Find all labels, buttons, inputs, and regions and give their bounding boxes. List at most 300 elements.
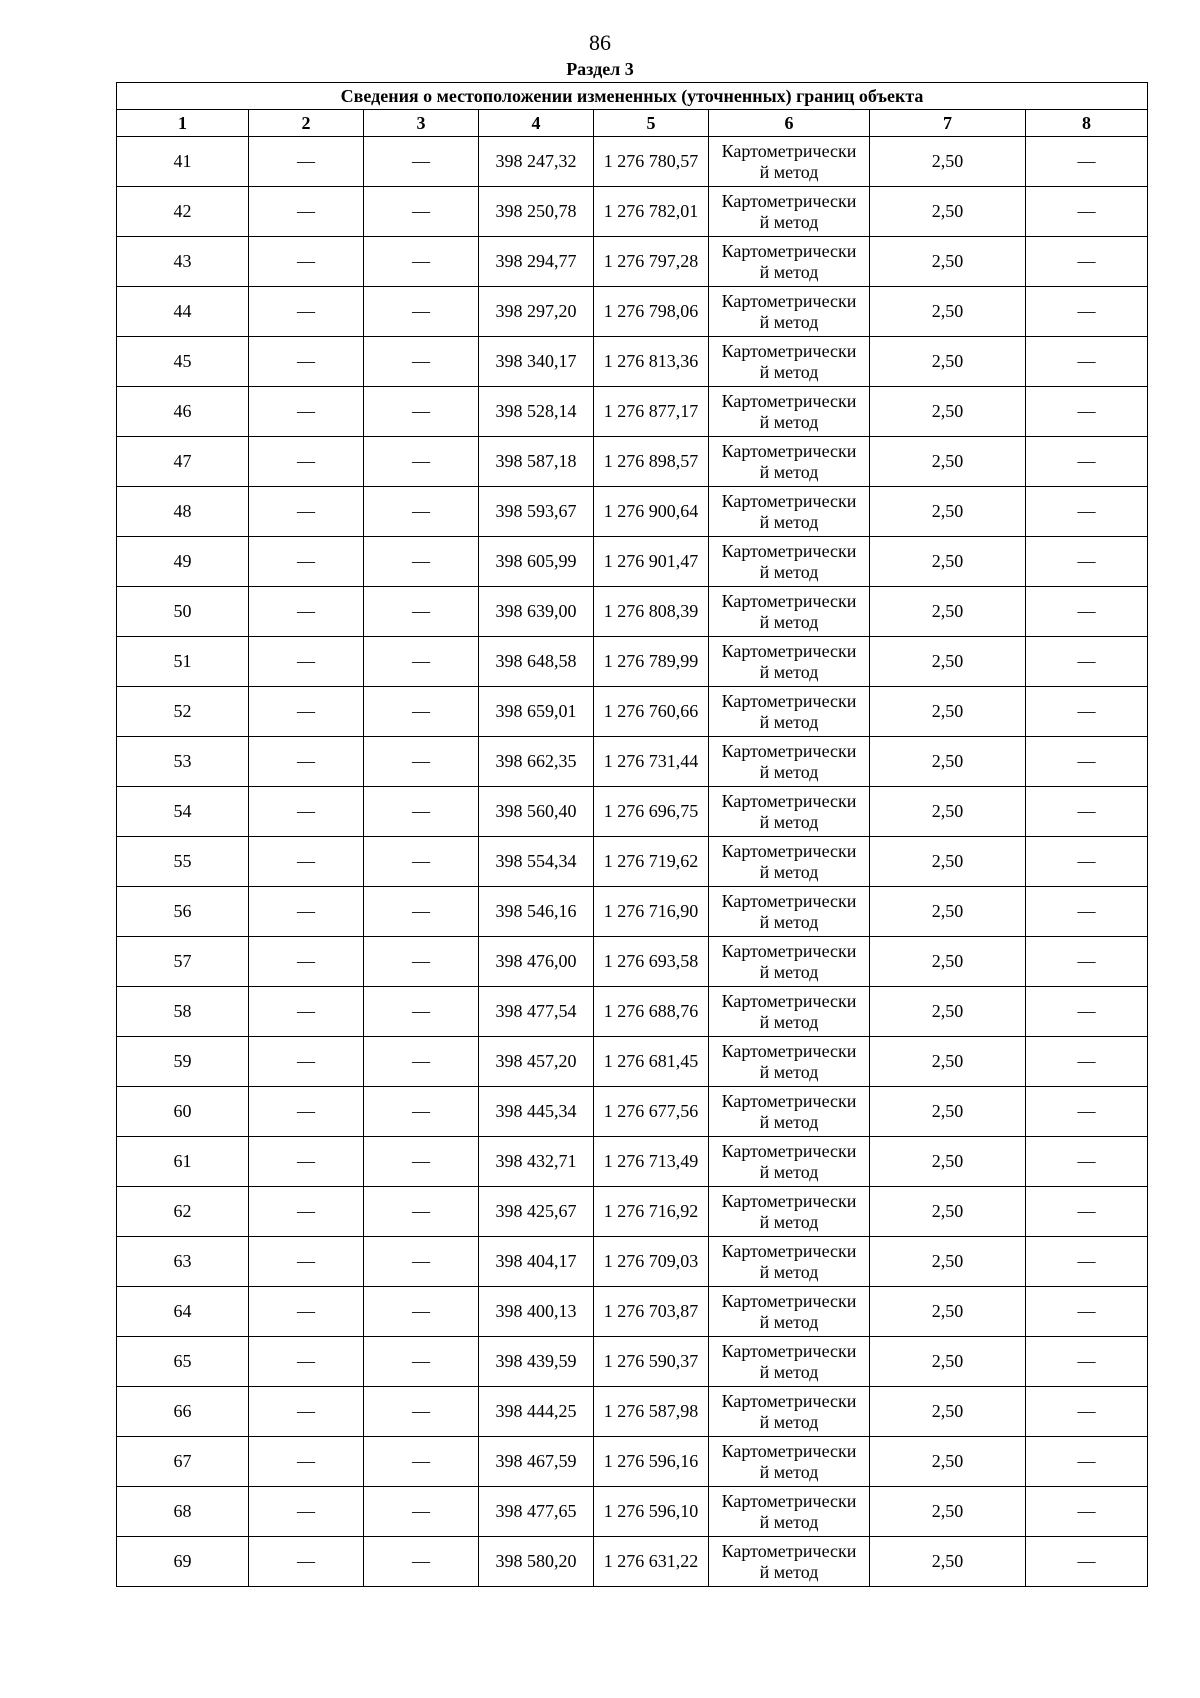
method-text-line2: й метод xyxy=(759,1261,819,1282)
table-row xyxy=(117,737,1148,787)
dash-cell: — xyxy=(1026,1487,1148,1537)
y-coordinate-cell: 1 276 677,56 xyxy=(594,1087,709,1137)
dash-cell: — xyxy=(249,487,364,537)
method-text-line2: й метод xyxy=(759,1561,819,1582)
method-text-line1: Картометрически xyxy=(721,1190,857,1211)
method-cell xyxy=(709,1437,870,1487)
dash-cell: — xyxy=(249,187,364,237)
dash-cell: — xyxy=(249,787,364,837)
table-row xyxy=(117,587,1148,637)
method-text-line2: й метод xyxy=(759,411,819,432)
dash-cell: — xyxy=(364,987,479,1037)
point-number-cell: 52 xyxy=(117,687,249,737)
dash-cell: — xyxy=(249,1237,364,1287)
dash-cell: — xyxy=(1026,437,1148,487)
table-row xyxy=(117,237,1148,287)
table-row xyxy=(117,1237,1148,1287)
method-text-line2: й метод xyxy=(759,361,819,382)
point-number-cell: 56 xyxy=(117,887,249,937)
x-coordinate-cell: 398 425,67 xyxy=(479,1187,594,1237)
x-coordinate-cell: 398 554,34 xyxy=(479,837,594,887)
method-cell xyxy=(709,937,870,987)
y-coordinate-cell: 1 276 693,58 xyxy=(594,937,709,987)
y-coordinate-cell: 1 276 696,75 xyxy=(594,787,709,837)
method-text-line2: й метод xyxy=(759,1311,819,1332)
table-row xyxy=(117,1037,1148,1087)
table-caption: Сведения о местоположении измененных (уточненных) границ объекта xyxy=(117,83,1148,110)
dash-cell: — xyxy=(249,137,364,187)
accuracy-cell: 2,50 xyxy=(870,987,1026,1037)
point-number-cell: 65 xyxy=(117,1337,249,1387)
dash-cell: — xyxy=(364,1437,479,1487)
dash-cell: — xyxy=(249,637,364,687)
dash-cell: — xyxy=(1026,1387,1148,1437)
method-text-line1: Картометрически xyxy=(721,290,857,311)
point-number-cell: 67 xyxy=(117,1437,249,1487)
method-text-line1: Картометрически xyxy=(721,390,857,411)
accuracy-cell: 2,50 xyxy=(870,837,1026,887)
method-text-line2: й метод xyxy=(759,1361,819,1382)
x-coordinate-cell: 398 648,58 xyxy=(479,637,594,687)
dash-cell: — xyxy=(1026,1287,1148,1337)
x-coordinate-cell: 398 477,54 xyxy=(479,987,594,1037)
page-number: 86 xyxy=(589,30,611,55)
dash-cell: — xyxy=(1026,1337,1148,1387)
accuracy-cell: 2,50 xyxy=(870,937,1026,987)
dash-cell: — xyxy=(1026,1237,1148,1287)
y-coordinate-cell: 1 276 587,98 xyxy=(594,1387,709,1437)
point-number-cell: 45 xyxy=(117,337,249,387)
dash-cell: — xyxy=(1026,687,1148,737)
accuracy-cell: 2,50 xyxy=(870,1537,1026,1587)
method-text-line1: Картометрически xyxy=(721,690,857,711)
dash-cell: — xyxy=(249,1537,364,1587)
method-text-line1: Картометрически xyxy=(721,1440,857,1461)
column-header: 5 xyxy=(594,110,709,137)
dash-cell: — xyxy=(364,1037,479,1087)
y-coordinate-cell: 1 276 780,57 xyxy=(594,137,709,187)
method-text-line2: й метод xyxy=(759,761,819,782)
dash-cell: — xyxy=(249,837,364,887)
method-text-line2: й метод xyxy=(759,1461,819,1482)
method-cell xyxy=(709,137,870,187)
section-title: Раздел 3 xyxy=(566,59,634,79)
point-number-cell: 59 xyxy=(117,1037,249,1087)
point-number-cell: 62 xyxy=(117,1187,249,1237)
dash-cell: — xyxy=(364,737,479,787)
y-coordinate-cell: 1 276 789,99 xyxy=(594,637,709,687)
table-row xyxy=(117,1187,1148,1237)
dash-cell: — xyxy=(1026,137,1148,187)
dash-cell: — xyxy=(249,437,364,487)
dash-cell: — xyxy=(249,537,364,587)
dash-cell: — xyxy=(364,487,479,537)
accuracy-cell: 2,50 xyxy=(870,487,1026,537)
method-cell xyxy=(709,1287,870,1337)
table-row xyxy=(117,187,1148,237)
table-row xyxy=(117,987,1148,1037)
dash-cell: — xyxy=(249,337,364,387)
accuracy-cell: 2,50 xyxy=(870,237,1026,287)
point-number-cell: 54 xyxy=(117,787,249,837)
x-coordinate-cell: 398 439,59 xyxy=(479,1337,594,1387)
dash-cell: — xyxy=(364,1137,479,1187)
dash-cell: — xyxy=(364,1087,479,1137)
dash-cell: — xyxy=(364,537,479,587)
method-cell xyxy=(709,587,870,637)
method-cell xyxy=(709,837,870,887)
dash-cell: — xyxy=(364,187,479,237)
method-text-line2: й метод xyxy=(759,211,819,232)
point-number-cell: 66 xyxy=(117,1387,249,1437)
dash-cell: — xyxy=(1026,387,1148,437)
method-cell xyxy=(709,1137,870,1187)
method-text-line1: Картометрически xyxy=(721,1240,857,1261)
dash-cell: — xyxy=(249,1187,364,1237)
method-text-line2: й метод xyxy=(759,461,819,482)
method-text-line1: Картометрически xyxy=(721,590,857,611)
dash-cell: — xyxy=(364,687,479,737)
method-text-line2: й метод xyxy=(759,1011,819,1032)
method-text-line1: Картометрически xyxy=(721,440,857,461)
method-text-line1: Картометрически xyxy=(721,1540,857,1561)
method-text-line2: й метод xyxy=(759,561,819,582)
y-coordinate-cell: 1 276 596,10 xyxy=(594,1487,709,1537)
dash-cell: — xyxy=(364,437,479,487)
dash-cell: — xyxy=(249,937,364,987)
y-coordinate-cell: 1 276 719,62 xyxy=(594,837,709,887)
y-coordinate-cell: 1 276 782,01 xyxy=(594,187,709,237)
method-text-line1: Картометрически xyxy=(721,240,857,261)
table-row xyxy=(117,887,1148,937)
y-coordinate-cell: 1 276 901,47 xyxy=(594,537,709,587)
accuracy-cell: 2,50 xyxy=(870,187,1026,237)
dash-cell: — xyxy=(364,237,479,287)
method-text-line1: Картометрически xyxy=(721,490,857,511)
accuracy-cell: 2,50 xyxy=(870,687,1026,737)
y-coordinate-cell: 1 276 709,03 xyxy=(594,1237,709,1287)
x-coordinate-cell: 398 404,17 xyxy=(479,1237,594,1287)
accuracy-cell: 2,50 xyxy=(870,1087,1026,1137)
method-cell xyxy=(709,387,870,437)
y-coordinate-cell: 1 276 808,39 xyxy=(594,587,709,637)
y-coordinate-cell: 1 276 688,76 xyxy=(594,987,709,1037)
dash-cell: — xyxy=(364,887,479,937)
x-coordinate-cell: 398 445,34 xyxy=(479,1087,594,1137)
dash-cell: — xyxy=(249,1287,364,1337)
boundary-coordinates-table xyxy=(116,82,1148,1587)
table-row xyxy=(117,687,1148,737)
dash-cell: — xyxy=(249,687,364,737)
x-coordinate-cell: 398 662,35 xyxy=(479,737,594,787)
point-number-cell: 61 xyxy=(117,1137,249,1187)
dash-cell: — xyxy=(1026,287,1148,337)
dash-cell: — xyxy=(364,587,479,637)
point-number-cell: 60 xyxy=(117,1087,249,1137)
table-row xyxy=(117,637,1148,687)
dash-cell: — xyxy=(249,237,364,287)
point-number-cell: 57 xyxy=(117,937,249,987)
method-text-line2: й метод xyxy=(759,1061,819,1082)
dash-cell: — xyxy=(249,1337,364,1387)
y-coordinate-cell: 1 276 681,45 xyxy=(594,1037,709,1087)
x-coordinate-cell: 398 546,16 xyxy=(479,887,594,937)
method-text-line2: й метод xyxy=(759,261,819,282)
dash-cell: — xyxy=(364,787,479,837)
point-number-cell: 46 xyxy=(117,387,249,437)
x-coordinate-cell: 398 580,20 xyxy=(479,1537,594,1587)
x-coordinate-cell: 398 528,14 xyxy=(479,387,594,437)
point-number-cell: 68 xyxy=(117,1487,249,1537)
table-row xyxy=(117,1337,1148,1387)
method-text-line2: й метод xyxy=(759,1411,819,1432)
column-header: 8 xyxy=(1026,110,1148,137)
y-coordinate-cell: 1 276 797,28 xyxy=(594,237,709,287)
method-cell xyxy=(709,1387,870,1437)
method-cell xyxy=(709,737,870,787)
dash-cell: — xyxy=(1026,937,1148,987)
dash-cell: — xyxy=(1026,1537,1148,1587)
table-row xyxy=(117,1487,1148,1537)
method-text-line2: й метод xyxy=(759,861,819,882)
column-header: 6 xyxy=(709,110,870,137)
table-header-row xyxy=(117,110,1148,137)
dash-cell: — xyxy=(249,587,364,637)
y-coordinate-cell: 1 276 760,66 xyxy=(594,687,709,737)
method-cell xyxy=(709,887,870,937)
method-text-line1: Картометрически xyxy=(721,340,857,361)
accuracy-cell: 2,50 xyxy=(870,587,1026,637)
dash-cell: — xyxy=(1026,1137,1148,1187)
accuracy-cell: 2,50 xyxy=(870,437,1026,487)
method-text-line1: Картометрически xyxy=(721,790,857,811)
accuracy-cell: 2,50 xyxy=(870,287,1026,337)
table-body xyxy=(117,137,1148,1587)
method-text-line2: й метод xyxy=(759,661,819,682)
point-number-cell: 63 xyxy=(117,1237,249,1287)
table-row xyxy=(117,1387,1148,1437)
accuracy-cell: 2,50 xyxy=(870,887,1026,937)
method-text-line2: й метод xyxy=(759,1111,819,1132)
x-coordinate-cell: 398 297,20 xyxy=(479,287,594,337)
dash-cell: — xyxy=(364,1537,479,1587)
table-row xyxy=(117,787,1148,837)
table-row xyxy=(117,487,1148,537)
method-text-line1: Картометрически xyxy=(721,1390,857,1411)
dash-cell: — xyxy=(1026,1037,1148,1087)
dash-cell: — xyxy=(249,1437,364,1487)
point-number-cell: 64 xyxy=(117,1287,249,1337)
method-text-line2: й метод xyxy=(759,1161,819,1182)
dash-cell: — xyxy=(1026,887,1148,937)
method-cell xyxy=(709,487,870,537)
point-number-cell: 50 xyxy=(117,587,249,637)
dash-cell: — xyxy=(364,1237,479,1287)
x-coordinate-cell: 398 605,99 xyxy=(479,537,594,587)
table-row xyxy=(117,1287,1148,1337)
x-coordinate-cell: 398 294,77 xyxy=(479,237,594,287)
x-coordinate-cell: 398 659,01 xyxy=(479,687,594,737)
method-cell xyxy=(709,537,870,587)
x-coordinate-cell: 398 467,59 xyxy=(479,1437,594,1487)
dash-cell: — xyxy=(1026,837,1148,887)
table-row xyxy=(117,287,1148,337)
dash-cell: — xyxy=(1026,987,1148,1037)
dash-cell: — xyxy=(249,1037,364,1087)
y-coordinate-cell: 1 276 731,44 xyxy=(594,737,709,787)
dash-cell: — xyxy=(249,987,364,1037)
dash-cell: — xyxy=(249,887,364,937)
y-coordinate-cell: 1 276 798,06 xyxy=(594,287,709,337)
method-text-line1: Картометрически xyxy=(721,890,857,911)
x-coordinate-cell: 398 400,13 xyxy=(479,1287,594,1337)
table-row xyxy=(117,337,1148,387)
x-coordinate-cell: 398 457,20 xyxy=(479,1037,594,1087)
accuracy-cell: 2,50 xyxy=(870,1487,1026,1537)
x-coordinate-cell: 398 587,18 xyxy=(479,437,594,487)
point-number-cell: 51 xyxy=(117,637,249,687)
method-cell xyxy=(709,1187,870,1237)
dash-cell: — xyxy=(364,1337,479,1387)
dash-cell: — xyxy=(1026,787,1148,837)
dash-cell: — xyxy=(1026,337,1148,387)
x-coordinate-cell: 398 639,00 xyxy=(479,587,594,637)
dash-cell: — xyxy=(364,287,479,337)
table-row xyxy=(117,437,1148,487)
method-text-line1: Картометрически xyxy=(721,1290,857,1311)
x-coordinate-cell: 398 560,40 xyxy=(479,787,594,837)
table-row xyxy=(117,1437,1148,1487)
dash-cell: — xyxy=(1026,1437,1148,1487)
dash-cell: — xyxy=(364,337,479,387)
point-number-cell: 49 xyxy=(117,537,249,587)
x-coordinate-cell: 398 476,00 xyxy=(479,937,594,987)
accuracy-cell: 2,50 xyxy=(870,637,1026,687)
dash-cell: — xyxy=(364,637,479,687)
method-text-line2: й метод xyxy=(759,711,819,732)
method-cell xyxy=(709,287,870,337)
x-coordinate-cell: 398 340,17 xyxy=(479,337,594,387)
y-coordinate-cell: 1 276 877,17 xyxy=(594,387,709,437)
accuracy-cell: 2,50 xyxy=(870,1037,1026,1087)
dash-cell: — xyxy=(1026,637,1148,687)
dash-cell: — xyxy=(249,1087,364,1137)
method-text-line1: Картометрически xyxy=(721,640,857,661)
method-cell xyxy=(709,337,870,387)
dash-cell: — xyxy=(249,737,364,787)
method-cell xyxy=(709,1537,870,1587)
x-coordinate-cell: 398 247,32 xyxy=(479,137,594,187)
method-text-line2: й метод xyxy=(759,911,819,932)
dash-cell: — xyxy=(1026,1087,1148,1137)
accuracy-cell: 2,50 xyxy=(870,1337,1026,1387)
x-coordinate-cell: 398 250,78 xyxy=(479,187,594,237)
method-text-line2: й метод xyxy=(759,161,819,182)
point-number-cell: 42 xyxy=(117,187,249,237)
x-coordinate-cell: 398 593,67 xyxy=(479,487,594,537)
y-coordinate-cell: 1 276 813,36 xyxy=(594,337,709,387)
y-coordinate-cell: 1 276 596,16 xyxy=(594,1437,709,1487)
dash-cell: — xyxy=(364,1187,479,1237)
method-cell xyxy=(709,1037,870,1087)
method-text-line1: Картометрически xyxy=(721,140,857,161)
dash-cell: — xyxy=(364,937,479,987)
dash-cell: — xyxy=(249,287,364,337)
point-number-cell: 41 xyxy=(117,137,249,187)
method-cell xyxy=(709,987,870,1037)
method-text-line1: Картометрически xyxy=(721,990,857,1011)
accuracy-cell: 2,50 xyxy=(870,1387,1026,1437)
point-number-cell: 58 xyxy=(117,987,249,1037)
column-header: 7 xyxy=(870,110,1026,137)
method-text-line1: Картометрически xyxy=(721,1140,857,1161)
accuracy-cell: 2,50 xyxy=(870,787,1026,837)
method-cell xyxy=(709,1237,870,1287)
method-text-line2: й метод xyxy=(759,511,819,532)
method-text-line1: Картометрически xyxy=(721,1340,857,1361)
dash-cell: — xyxy=(1026,1187,1148,1237)
method-text-line2: й метод xyxy=(759,611,819,632)
method-text-line1: Картометрически xyxy=(721,740,857,761)
point-number-cell: 69 xyxy=(117,1537,249,1587)
table-row xyxy=(117,537,1148,587)
dash-cell: — xyxy=(364,837,479,887)
accuracy-cell: 2,50 xyxy=(870,1287,1026,1337)
method-text-line2: й метод xyxy=(759,1211,819,1232)
method-text-line1: Картометрически xyxy=(721,540,857,561)
dash-cell: — xyxy=(249,1137,364,1187)
column-header: 1 xyxy=(117,110,249,137)
table-row xyxy=(117,1537,1148,1587)
dash-cell: — xyxy=(364,387,479,437)
x-coordinate-cell: 398 477,65 xyxy=(479,1487,594,1537)
dash-cell: — xyxy=(249,1387,364,1437)
method-cell xyxy=(709,637,870,687)
dash-cell: — xyxy=(364,1387,479,1437)
method-text-line2: й метод xyxy=(759,811,819,832)
method-text-line1: Картометрически xyxy=(721,1040,857,1061)
y-coordinate-cell: 1 276 631,22 xyxy=(594,1537,709,1587)
point-number-cell: 55 xyxy=(117,837,249,887)
dash-cell: — xyxy=(364,1287,479,1337)
method-text-line2: й метод xyxy=(759,961,819,982)
table-row xyxy=(117,1087,1148,1137)
accuracy-cell: 2,50 xyxy=(870,137,1026,187)
table-row xyxy=(117,837,1148,887)
accuracy-cell: 2,50 xyxy=(870,1237,1026,1287)
point-number-cell: 44 xyxy=(117,287,249,337)
accuracy-cell: 2,50 xyxy=(870,737,1026,787)
method-text-line1: Картометрически xyxy=(721,940,857,961)
column-header: 4 xyxy=(479,110,594,137)
method-cell xyxy=(709,1087,870,1137)
table-row xyxy=(117,387,1148,437)
point-number-cell: 43 xyxy=(117,237,249,287)
method-cell xyxy=(709,437,870,487)
table-row xyxy=(117,937,1148,987)
dash-cell: — xyxy=(1026,587,1148,637)
dash-cell: — xyxy=(364,1487,479,1537)
x-coordinate-cell: 398 444,25 xyxy=(479,1387,594,1437)
method-cell xyxy=(709,187,870,237)
table-row xyxy=(117,137,1148,187)
y-coordinate-cell: 1 276 713,49 xyxy=(594,1137,709,1187)
y-coordinate-cell: 1 276 900,64 xyxy=(594,487,709,537)
y-coordinate-cell: 1 276 590,37 xyxy=(594,1337,709,1387)
y-coordinate-cell: 1 276 716,90 xyxy=(594,887,709,937)
method-text-line1: Картометрически xyxy=(721,190,857,211)
method-text-line1: Картометрически xyxy=(721,1090,857,1111)
